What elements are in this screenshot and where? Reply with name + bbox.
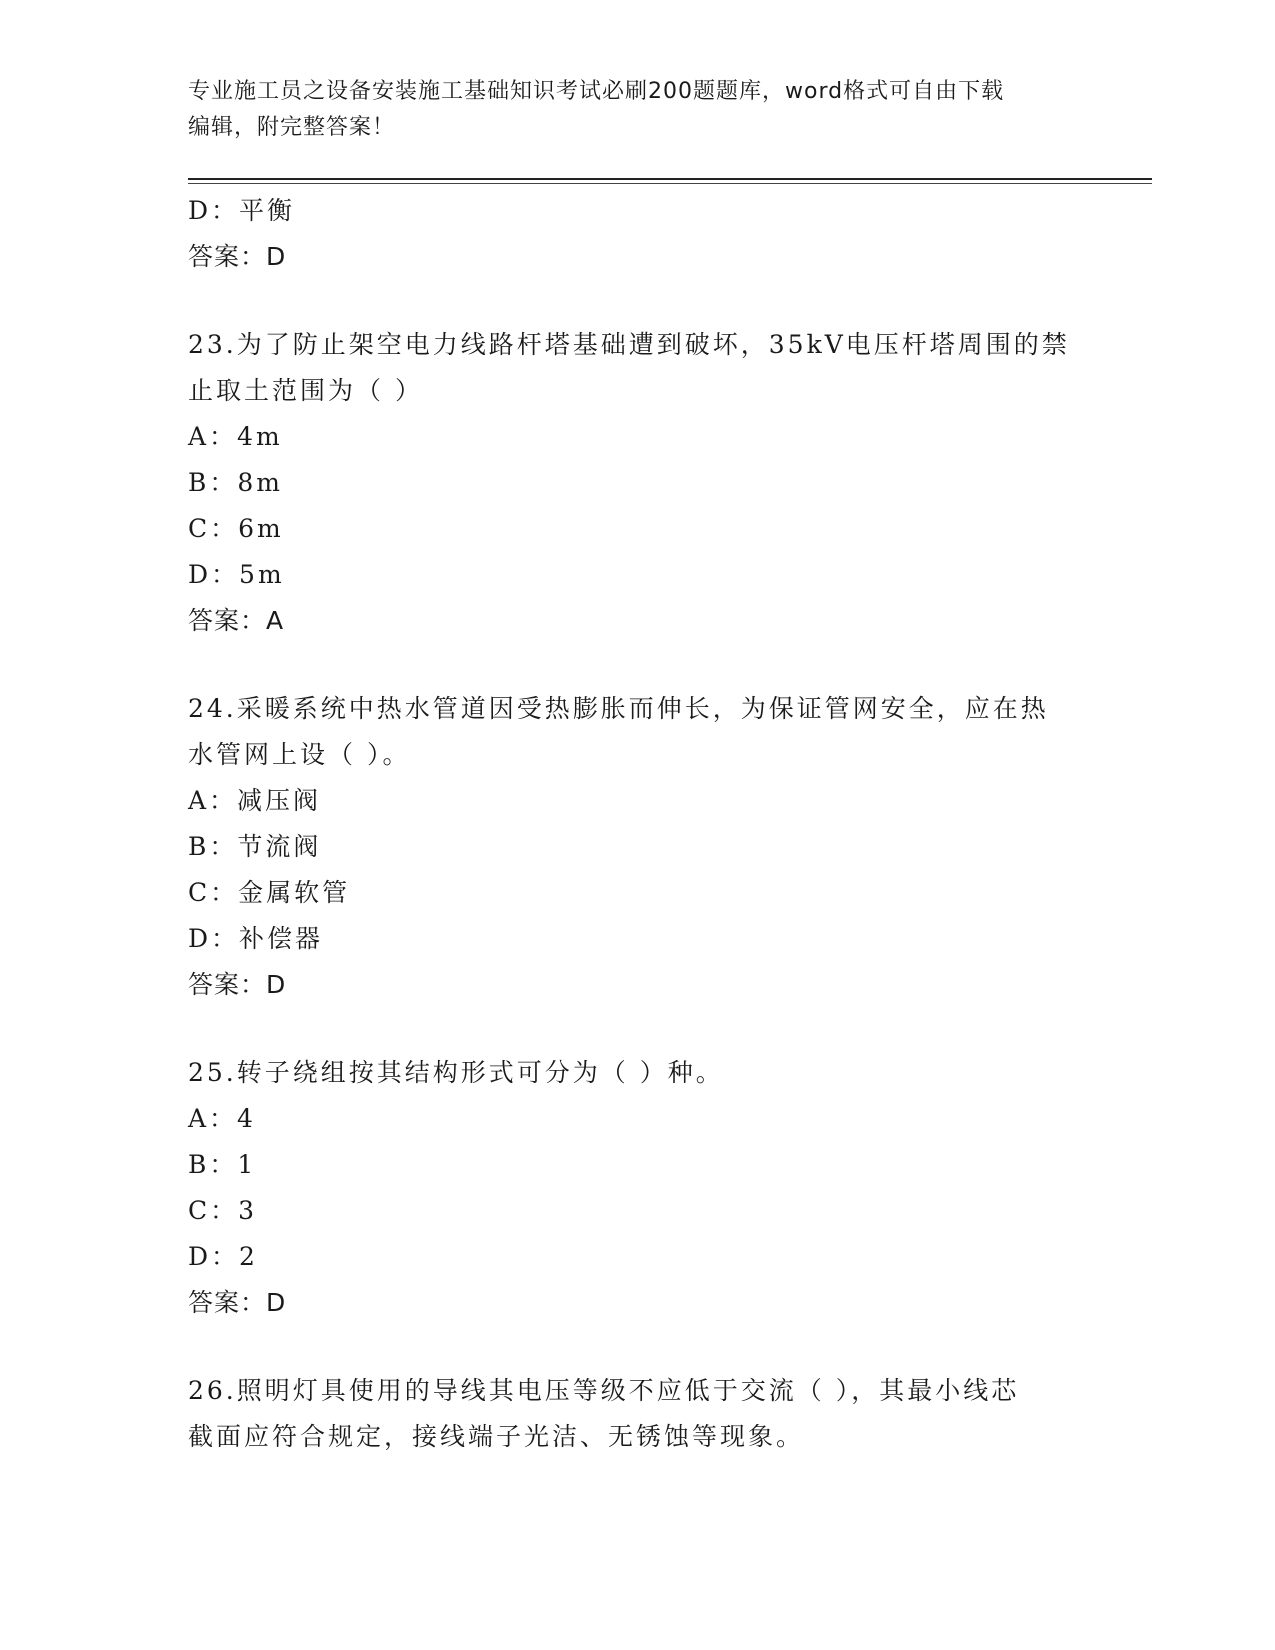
header-title-line-2: 编辑，附完整答案！ bbox=[188, 115, 396, 140]
option-d: D：5m bbox=[188, 560, 285, 589]
question-list bbox=[188, 188, 1088, 1460]
answer-line: 答案：D bbox=[188, 242, 287, 271]
question-text-line-1: 24.采暖系统中热水管道因受热膨胀而伸长，为保证管网安全，应在热 bbox=[188, 694, 1049, 723]
question-text-line-2: 止取土范围为（ ） bbox=[188, 376, 423, 405]
header-divider-thin bbox=[188, 183, 1152, 184]
question-text-line-1: 25.转子绕组按其结构形式可分为（ ）种。 bbox=[188, 1058, 724, 1087]
answer-line: 答案：D bbox=[188, 970, 287, 999]
document-header bbox=[188, 74, 1088, 146]
option-d: D：平衡 bbox=[188, 196, 296, 225]
option-a: A：4m bbox=[188, 422, 283, 451]
option-b: B：节流阀 bbox=[188, 832, 322, 861]
question-24 bbox=[188, 686, 1088, 1008]
question-text-line-2: 截面应符合规定，接线端子光洁、无锈蚀等现象。 bbox=[188, 1422, 805, 1451]
option-d: D：补偿器 bbox=[188, 924, 324, 953]
header-title-line-1: 专业施工员之设备安装施工基础知识考试必刷200题题库，word格式可自由下载 bbox=[188, 79, 1005, 104]
option-d: D：2 bbox=[188, 1242, 258, 1271]
option-c: C：3 bbox=[188, 1196, 258, 1225]
option-b: B：8m bbox=[188, 468, 283, 497]
answer-line: 答案：A bbox=[188, 606, 285, 635]
option-c: C：6m bbox=[188, 514, 284, 543]
question-text-line-1: 23.为了防止架空电力线路杆塔基础遭到破坏，35kV电压杆塔周围的禁 bbox=[188, 330, 1070, 359]
header-divider-thick bbox=[188, 178, 1152, 180]
question-23 bbox=[188, 322, 1088, 644]
question-text-line-2: 水管网上设（ ）。 bbox=[188, 740, 411, 769]
question-text-line-1: 26.照明灯具使用的导线其电压等级不应低于交流（ ），其最小线芯 bbox=[188, 1376, 1020, 1405]
answer-line: 答案：D bbox=[188, 1288, 287, 1317]
question-25 bbox=[188, 1050, 1088, 1326]
question-22-tail bbox=[188, 188, 1088, 280]
option-a: A：4 bbox=[188, 1104, 256, 1133]
option-b: B：1 bbox=[188, 1150, 257, 1179]
option-c: C：金属软管 bbox=[188, 878, 351, 907]
option-a: A：减压阀 bbox=[188, 786, 322, 815]
question-26 bbox=[188, 1368, 1088, 1460]
